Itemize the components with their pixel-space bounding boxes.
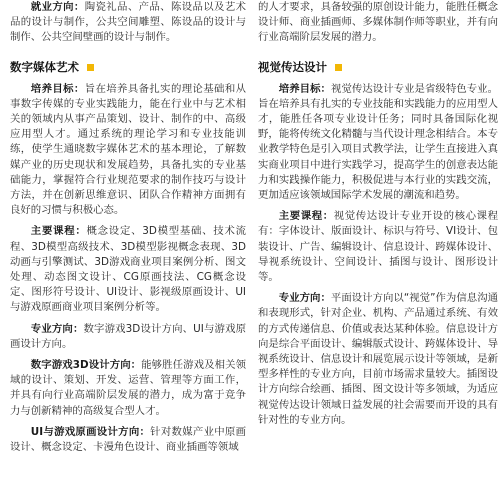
continued-paragraph [258,0,498,46]
employment-direction-text: 陶瓷礼品、产品、陈设品以及艺术品的设计与制作，公共空间雕塑、陈设品的设计与制作、公共空间壁画的设计与制作。 [10,1,247,44]
training-goal-label: 培养目标： [30,82,85,95]
yellow-square-icon [335,64,342,71]
employment-direction-label: 就业方向： [30,1,85,13]
main-courses-label: 主要课程： [30,225,87,238]
main-courses-text: 概念设定、3D模型基础、技术流程、3D模型高级技术、3D模型影视概念表现、3D动画与引擎测试、3D游戏商业项目案例分析、图文处理、动态图文设计、CG原画技法、CG概念设定、图形符号设计、UI设计、影视级原画设计、UI与游戏原画商业项目案例分析等。 [10,225,246,314]
training-goal-text: 视觉传达设计专业是省级特色专业。旨在培养具有扎实的专业技能和实践能力的应用型人才，能胜任各项专业设计任务；同时具备国际化视野，能将传统文化精髓与当代设计理念相结合。本专业教学特色是引入项目式教学法，让学生直接进入真实商业项目中进行实践学习，提高学生的创意表达能力和实践操作能力，积极促进与本行业的实践交流，更加适应该领域国际学术发展的潮流和趋势。 [258,82,498,202]
specialty-direction-paragraph [258,291,498,428]
ui-game-art-direction-label: UI与游戏原画设计方向： [30,425,151,438]
training-goal-paragraph [10,82,246,219]
section-title-visual-communication [258,60,498,76]
specialty-direction-text: 平面设计方向以“视觉”作为信息沟通和表现形式，针对企业、机构、产品通过系统、有效的方式传递信息、价值或表达某种体验。信息设计方向是综合平面设计、编辑版式设计、跨媒体设计、导视系统设计、信息设计和展览展示设计等领域，是新型多样性的专业方向，目前市场需求量较大。插图设计方向综合绘画、插图、图文设计等多领域，为适应视觉传达设计领域日益发展的社会需要而开设的具有针对性的专业方向。 [258,292,499,426]
game-3d-direction-paragraph [10,358,246,419]
training-goal-label: 培养目标： [278,82,331,95]
training-goal-paragraph [258,82,498,204]
specialty-direction-label: 专业方向： [278,292,331,305]
yellow-square-icon [87,64,94,71]
section-title-digital-media-art [10,60,246,76]
main-courses-paragraph [258,209,498,285]
ui-game-art-direction-paragraph [10,425,246,455]
main-courses-label: 主要课程： [278,210,334,223]
ui-game-art-direction-text: 针对数媒产业中原画设计、概念设定、卡漫角色设计、商业插画等领域 [10,425,246,454]
right-column [258,0,498,428]
specialty-direction-text: 数字游戏3D设计方向、UI与游戏原画设计方向。 [10,322,247,350]
training-goal-text: 旨在培养具备扎实的理论基础和从事数字传媒的专业实践能力，能在行业中与艺术相关的领域内从事产品策划、设计、制作的中、高级应用型人才。通过系统的理论学习和专业技能训练，使学生通晓数字媒体艺术的基本理论，了解数媒产业的历史现状和发展趋势，具备扎实的专业基础能力，掌握符合行业规范要求的制作技巧与设计方法，并在创新思维意识、团队合作精神方面拥有良好的习惯与积极心态。 [10,82,247,217]
game-3d-direction-label: 数字游戏3D设计方向： [30,359,142,372]
continued-text: 的人才要求，具备较强的原创设计能力，能胜任概念设计师、商业插画师、多媒体制作师等职业，并有向行业高端阶层发展的潜力。 [258,1,498,44]
section-title-text: 数字媒体艺术 [10,60,79,74]
section-title-text: 视觉传达设计 [258,60,327,74]
specialty-direction-paragraph [10,322,246,352]
game-3d-direction-text: 能够胜任游戏及相关领域的设计、策划、开发、运营、管理等方面工作，并具有向行业高端阶层发展的潜力，成为富于竞争力与创新精神的高级复合型人才。 [10,359,247,417]
employment-direction-paragraph [10,0,246,46]
specialty-direction-label: 专业方向： [30,322,84,335]
main-courses-paragraph [10,224,246,315]
main-courses-text: 视觉传达设计专业开设的核心课程有：字体设计、版面设计、标识与符号、VI设计、包装设计、广告、编辑设计、信息设计、跨媒体设计、导视系统设计、空间设计、插图与设计、图形设计等。 [258,210,499,284]
left-column [10,0,246,455]
